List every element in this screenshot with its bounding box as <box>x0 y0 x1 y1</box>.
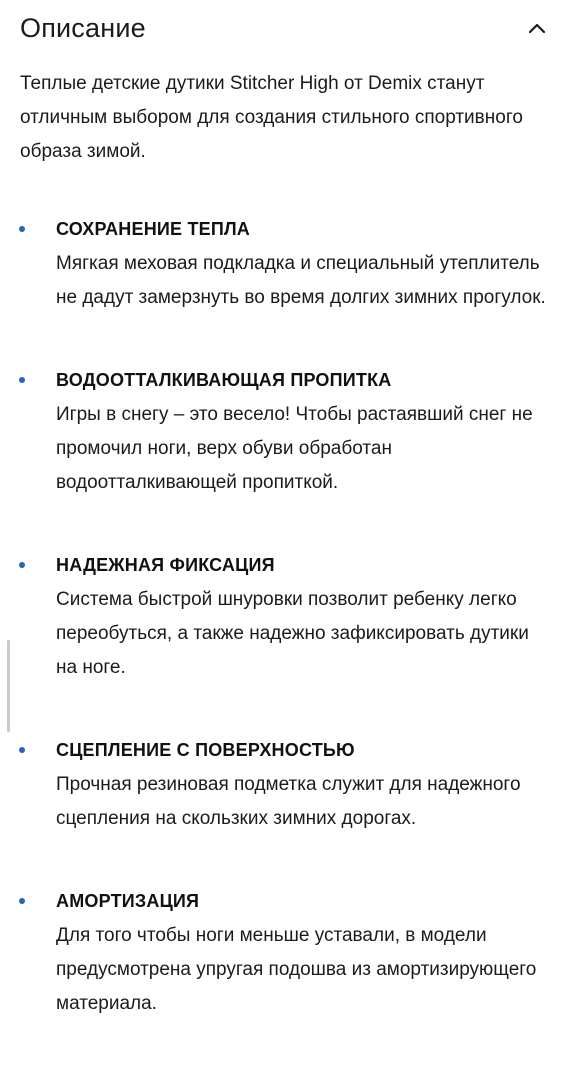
collapse-button[interactable] <box>521 12 553 44</box>
bullet-icon <box>19 747 25 753</box>
features-list <box>0 211 573 1068</box>
feature-item <box>0 732 573 836</box>
description-intro: Теплые детские дутики Stitcher High от Demix станут отличным выбором для создания стильного спортивного образа зимой. <box>20 73 523 162</box>
feature-item <box>0 547 573 685</box>
feature-item <box>0 883 573 1021</box>
bullet-icon <box>19 562 25 568</box>
scrollbar-thumb[interactable] <box>7 640 10 732</box>
bullet-icon <box>19 898 25 904</box>
feature-title: СОХРАНЕНИЕ ТЕПЛА <box>56 219 251 239</box>
feature-text: Для того чтобы ноги меньше уставали, в модели предусмотрена упругая подошва из амортизирующего материала. <box>56 925 537 1014</box>
feature-text: Система быстрой шнуровки позволит ребенку легко переобуться, а также надежно зафиксировать дутики на ноге. <box>56 589 529 678</box>
feature-text: Игры в снегу – это весело! Чтобы растаявший снег не промочил ноги, верх обуви обработан водоотталкивающей пропиткой. <box>56 404 533 493</box>
feature-item <box>0 211 573 315</box>
feature-title: СЦЕПЛЕНИЕ С ПОВЕРХНОСТЬЮ <box>56 740 355 760</box>
feature-title: НАДЕЖНАЯ ФИКСАЦИЯ <box>56 555 275 575</box>
description-header[interactable] <box>20 6 553 50</box>
bullet-icon <box>19 226 25 232</box>
feature-text: Мягкая меховая подкладка и специальный утеплитель не дадут замерзнуть во время долгих зимних прогулок. <box>56 253 546 308</box>
section-title: Описание <box>20 12 146 43</box>
bullet-icon <box>19 377 25 383</box>
feature-title: ВОДООТТАЛКИВАЮЩАЯ ПРОПИТКА <box>56 370 392 390</box>
feature-item <box>0 362 573 500</box>
chevron-up-icon <box>528 22 546 34</box>
feature-title: АМОРТИЗАЦИЯ <box>56 891 200 911</box>
feature-text: Прочная резиновая подметка служит для надежного сцепления на скользких зимних дорогах. <box>56 774 521 829</box>
